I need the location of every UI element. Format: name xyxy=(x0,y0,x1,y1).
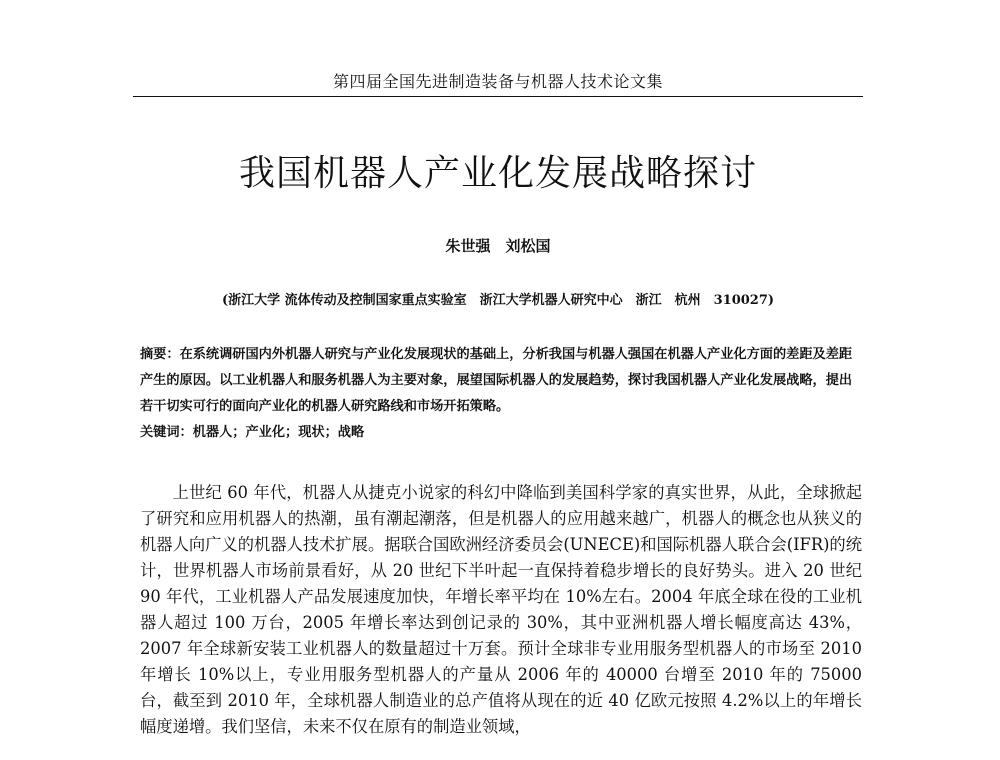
body-paragraph: 上世纪 60 年代，机器人从捷克小说家的科幻中降临到美国科学家的真实世界，从此，全球掀起了研究和应用机器人的热潮，虽有潮起潮落，但是机器人的应用越来越广，机器人的概念也从狭义的机器人向广义的机器人技术扩展。据联合国欧洲经济委员会(UNECE)和国际机器人联合会(IFR)的统计，世界机器人市场前景看好，从 20 世纪下半叶起一直保持着稳步增长的良好势头。进入 20 世纪 90 年代，工业机器人产品发展速度加快，年增长率平均在 10%左右。2004 年底全球在役的工业机器人超过 100 万台，2005 年增长率达到创记录的 30%，其中亚洲机器人增长幅度高达 43%，2007 年全球新安装工业机器人的数量超过十万套。预计全球非专业用服务型机器人的市场至 2010 年增长 10%以上，专业用服务型机器人的产量从 2006 年的 40000 台增至 2010 年的 75000 台，截至到 2010 年，全球机器人制造业的总产值将从现在的近 40 亿欧元按照 4.2%以上的年增长幅度递增。我们坚信，未来不仅在原有的制造业领域， xyxy=(140,483,863,736)
abstract xyxy=(140,342,862,420)
keywords-text: 机器人；产业化；现状；战略 xyxy=(192,425,365,440)
abstract-block xyxy=(140,342,862,446)
keywords xyxy=(140,420,862,446)
affiliation: (浙江大学 流体传动及控制国家重点实验室 浙江大学机器人研究中心 浙江 杭州 310027) xyxy=(221,293,775,308)
authors: 朱世强 刘松国 xyxy=(445,237,551,255)
running-header: 第四届全国先进制造装备与机器人技术论文集 xyxy=(332,72,663,91)
keywords-label: 关键词： xyxy=(140,425,193,440)
abstract-label: 摘要： xyxy=(140,347,180,362)
abstract-text: 在系统调研国内外机器人研究与产业化发展现状的基础上，分析我国与机器人强国在机器人产业化方面的差距及差距产生的原因。以工业机器人和服务机器人为主要对象，展望国际机器人的发展趋势，探讨我国机器人产业化发展战略，提出若干切实可行的面向产业化的机器人研究路线和市场开拓策略。 xyxy=(140,347,853,414)
header-rule xyxy=(133,96,863,97)
paper-title: 我国机器人产业化发展战略探讨 xyxy=(238,153,757,194)
